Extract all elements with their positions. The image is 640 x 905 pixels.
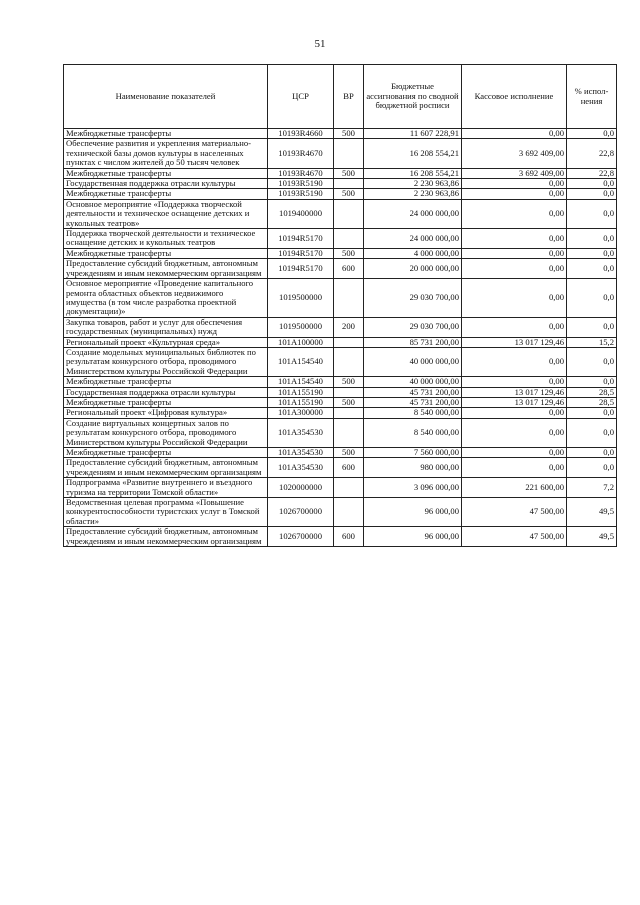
cell-vr [334, 478, 364, 498]
cell-percent: 22,8 [567, 168, 617, 178]
cell-budget: 45 731 200,00 [364, 387, 462, 397]
cell-budget: 96 000,00 [364, 527, 462, 547]
cell-percent: 0,0 [567, 408, 617, 418]
cell-vr: 500 [334, 189, 364, 199]
cell-budget: 7 560 000,00 [364, 448, 462, 458]
cell-percent: 0,0 [567, 418, 617, 447]
cell-name: Межбюджетные трансферты [64, 377, 268, 387]
table-row [64, 387, 617, 397]
cell-percent: 0,0 [567, 279, 617, 318]
cell-name: Предоставление субсидий бюджетным, автономным учреждениям и иным некоммерческим организациям [64, 458, 268, 478]
cell-vr: 500 [334, 448, 364, 458]
cell-percent: 0,0 [567, 458, 617, 478]
cell-csr: 101A154540 [268, 347, 334, 376]
cell-percent: 0,0 [567, 317, 617, 337]
table-row [64, 397, 617, 407]
cell-name: Региональный проект «Цифровая культура» [64, 408, 268, 418]
cell-vr: 500 [334, 129, 364, 139]
table-row [64, 448, 617, 458]
cell-percent: 49,5 [567, 527, 617, 547]
cell-percent: 0,0 [567, 129, 617, 139]
cell-budget: 8 540 000,00 [364, 408, 462, 418]
cell-vr: 500 [334, 248, 364, 258]
cell-csr: 10194R5170 [268, 248, 334, 258]
cell-csr: 101A300000 [268, 408, 334, 418]
table-row [64, 478, 617, 498]
cell-cash: 0,00 [462, 448, 567, 458]
budget-table [63, 64, 617, 547]
cell-cash: 0,00 [462, 418, 567, 447]
cell-vr [334, 347, 364, 376]
cell-vr: 200 [334, 317, 364, 337]
table-row [64, 458, 617, 478]
cell-name: Создание модельных муниципальных библиотек по результатам конкурсного отбора, проводимого Министерством культуры Российской Федерации [64, 347, 268, 376]
table-row [64, 347, 617, 376]
table-row [64, 248, 617, 258]
cell-csr: 10194R5170 [268, 229, 334, 249]
cell-budget: 980 000,00 [364, 458, 462, 478]
cell-csr: 1026700000 [268, 498, 334, 527]
cell-name: Подпрограмма «Развитие внутреннего и въездного туризма на территории Томской области» [64, 478, 268, 498]
cell-cash: 0,00 [462, 347, 567, 376]
cell-csr: 10193R5190 [268, 179, 334, 189]
cell-vr: 500 [334, 397, 364, 407]
cell-cash: 0,00 [462, 259, 567, 279]
cell-csr: 1019500000 [268, 279, 334, 318]
cell-name: Ведомственная целевая программа «Повышение конкурентоспособности туристских услуг в Томской области» [64, 498, 268, 527]
cell-csr: 101A155190 [268, 387, 334, 397]
cell-csr: 1026700000 [268, 527, 334, 547]
cell-vr: 500 [334, 377, 364, 387]
cell-percent: 28,5 [567, 397, 617, 407]
cell-budget: 40 000 000,00 [364, 377, 462, 387]
table-row [64, 408, 617, 418]
cell-percent: 0,0 [567, 259, 617, 279]
header-vr: ВР [334, 65, 364, 129]
cell-csr: 101A354530 [268, 458, 334, 478]
cell-csr: 101A100000 [268, 337, 334, 347]
cell-cash: 0,00 [462, 179, 567, 189]
table-row [64, 418, 617, 447]
cell-csr: 1019400000 [268, 199, 334, 228]
cell-percent: 0,0 [567, 347, 617, 376]
cell-csr: 10193R4670 [268, 168, 334, 178]
cell-cash: 0,00 [462, 317, 567, 337]
table-row [64, 498, 617, 527]
cell-vr [334, 279, 364, 318]
cell-csr: 10193R4670 [268, 139, 334, 168]
cell-name: Государственная поддержка отрасли культуры [64, 179, 268, 189]
cell-name: Основное мероприятие «Проведение капитального ремонта областных объектов недвижимого имущества (в том числе разработка проектной документации)» [64, 279, 268, 318]
cell-name: Поддержка творческой деятельности и техническое оснащение детских и кукольных театров [64, 229, 268, 249]
cell-vr [334, 387, 364, 397]
cell-name: Обеспечение развития и укрепления материально-технической базы домов культуры в населенных пунктах с числом жителей до 50 тысяч человек [64, 139, 268, 168]
table-row [64, 189, 617, 199]
cell-name: Закупка товаров, работ и услуг для обеспечения государственных (муниципальных) нужд [64, 317, 268, 337]
cell-cash: 0,00 [462, 408, 567, 418]
cell-name: Межбюджетные трансферты [64, 129, 268, 139]
cell-budget: 2 230 963,86 [364, 189, 462, 199]
table-row [64, 179, 617, 189]
cell-name: Межбюджетные трансферты [64, 397, 268, 407]
cell-percent: 0,0 [567, 377, 617, 387]
cell-percent: 0,0 [567, 248, 617, 258]
cell-percent: 0,0 [567, 189, 617, 199]
header-cash: Кассовое исполнение [462, 65, 567, 129]
cell-name: Межбюджетные трансферты [64, 189, 268, 199]
cell-cash: 0,00 [462, 189, 567, 199]
cell-name: Предоставление субсидий бюджетным, автономным учреждениям и иным некоммерческим организациям [64, 259, 268, 279]
cell-csr: 10193R5190 [268, 189, 334, 199]
table-row [64, 527, 617, 547]
table-row [64, 229, 617, 249]
cell-name: Предоставление субсидий бюджетным, автономным учреждениям и иным некоммерческим организациям [64, 527, 268, 547]
cell-cash: 0,00 [462, 129, 567, 139]
cell-vr: 600 [334, 458, 364, 478]
cell-percent: 49,5 [567, 498, 617, 527]
cell-budget: 11 607 228,91 [364, 129, 462, 139]
cell-vr [334, 199, 364, 228]
cell-budget: 3 096 000,00 [364, 478, 462, 498]
cell-name: Региональный проект «Культурная среда» [64, 337, 268, 347]
cell-cash: 47 500,00 [462, 527, 567, 547]
cell-cash: 0,00 [462, 229, 567, 249]
cell-budget: 24 000 000,00 [364, 229, 462, 249]
cell-cash: 0,00 [462, 458, 567, 478]
cell-name: Государственная поддержка отрасли культуры [64, 387, 268, 397]
cell-vr [334, 337, 364, 347]
cell-cash: 3 692 409,00 [462, 168, 567, 178]
table-row [64, 139, 617, 168]
cell-vr [334, 179, 364, 189]
cell-name: Межбюджетные трансферты [64, 168, 268, 178]
cell-budget: 40 000 000,00 [364, 347, 462, 376]
cell-cash: 13 017 129,46 [462, 337, 567, 347]
table-row [64, 279, 617, 318]
cell-percent: 28,5 [567, 387, 617, 397]
cell-budget: 45 731 200,00 [364, 397, 462, 407]
cell-name: Создание виртуальных концертных залов по результатам конкурсного отбора, проводимого Министерством культуры Российской Федерации [64, 418, 268, 447]
cell-vr: 600 [334, 259, 364, 279]
cell-csr: 1019500000 [268, 317, 334, 337]
cell-csr: 101A155190 [268, 397, 334, 407]
cell-budget: 96 000,00 [364, 498, 462, 527]
cell-budget: 29 030 700,00 [364, 279, 462, 318]
table-row [64, 377, 617, 387]
cell-percent: 0,0 [567, 199, 617, 228]
cell-percent: 0,0 [567, 179, 617, 189]
table-row [64, 129, 617, 139]
cell-budget: 24 000 000,00 [364, 199, 462, 228]
table-header-row [64, 65, 617, 129]
cell-name: Основное мероприятие «Поддержка творческой деятельности и техническое оснащение детских и кукольных театров» [64, 199, 268, 228]
cell-vr [334, 139, 364, 168]
cell-vr: 600 [334, 527, 364, 547]
cell-percent: 0,0 [567, 448, 617, 458]
cell-vr [334, 229, 364, 249]
cell-csr: 10194R5170 [268, 259, 334, 279]
cell-vr [334, 418, 364, 447]
cell-name: Межбюджетные трансферты [64, 248, 268, 258]
cell-cash: 3 692 409,00 [462, 139, 567, 168]
table-row [64, 337, 617, 347]
cell-cash: 221 600,00 [462, 478, 567, 498]
page-number: 51 [314, 38, 326, 50]
cell-name: Межбюджетные трансферты [64, 448, 268, 458]
cell-budget: 2 230 963,86 [364, 179, 462, 189]
header-percent: % испол-нения [567, 65, 617, 129]
cell-vr [334, 498, 364, 527]
cell-cash: 13 017 129,46 [462, 387, 567, 397]
cell-csr: 101A154540 [268, 377, 334, 387]
header-budget: Бюджетные ассигнования по сводной бюджетной росписи [364, 65, 462, 129]
table-row [64, 199, 617, 228]
cell-cash: 0,00 [462, 377, 567, 387]
cell-cash: 47 500,00 [462, 498, 567, 527]
cell-percent: 7,2 [567, 478, 617, 498]
cell-cash: 0,00 [462, 248, 567, 258]
cell-csr: 101A354530 [268, 448, 334, 458]
cell-budget: 20 000 000,00 [364, 259, 462, 279]
table-row [64, 168, 617, 178]
cell-budget: 16 208 554,21 [364, 139, 462, 168]
cell-cash: 0,00 [462, 199, 567, 228]
cell-budget: 29 030 700,00 [364, 317, 462, 337]
cell-percent: 22,8 [567, 139, 617, 168]
cell-budget: 4 000 000,00 [364, 248, 462, 258]
cell-budget: 85 731 200,00 [364, 337, 462, 347]
table-row [64, 317, 617, 337]
header-name: Наименование показателей [64, 65, 268, 129]
cell-csr: 101A354530 [268, 418, 334, 447]
cell-budget: 16 208 554,21 [364, 168, 462, 178]
header-csr: ЦСР [268, 65, 334, 129]
cell-csr: 10193R4660 [268, 129, 334, 139]
cell-cash: 0,00 [462, 279, 567, 318]
cell-budget: 8 540 000,00 [364, 418, 462, 447]
cell-vr: 500 [334, 168, 364, 178]
table-row [64, 259, 617, 279]
cell-percent: 0,0 [567, 229, 617, 249]
cell-vr [334, 408, 364, 418]
cell-cash: 13 017 129,46 [462, 397, 567, 407]
cell-csr: 1020000000 [268, 478, 334, 498]
cell-percent: 15,2 [567, 337, 617, 347]
